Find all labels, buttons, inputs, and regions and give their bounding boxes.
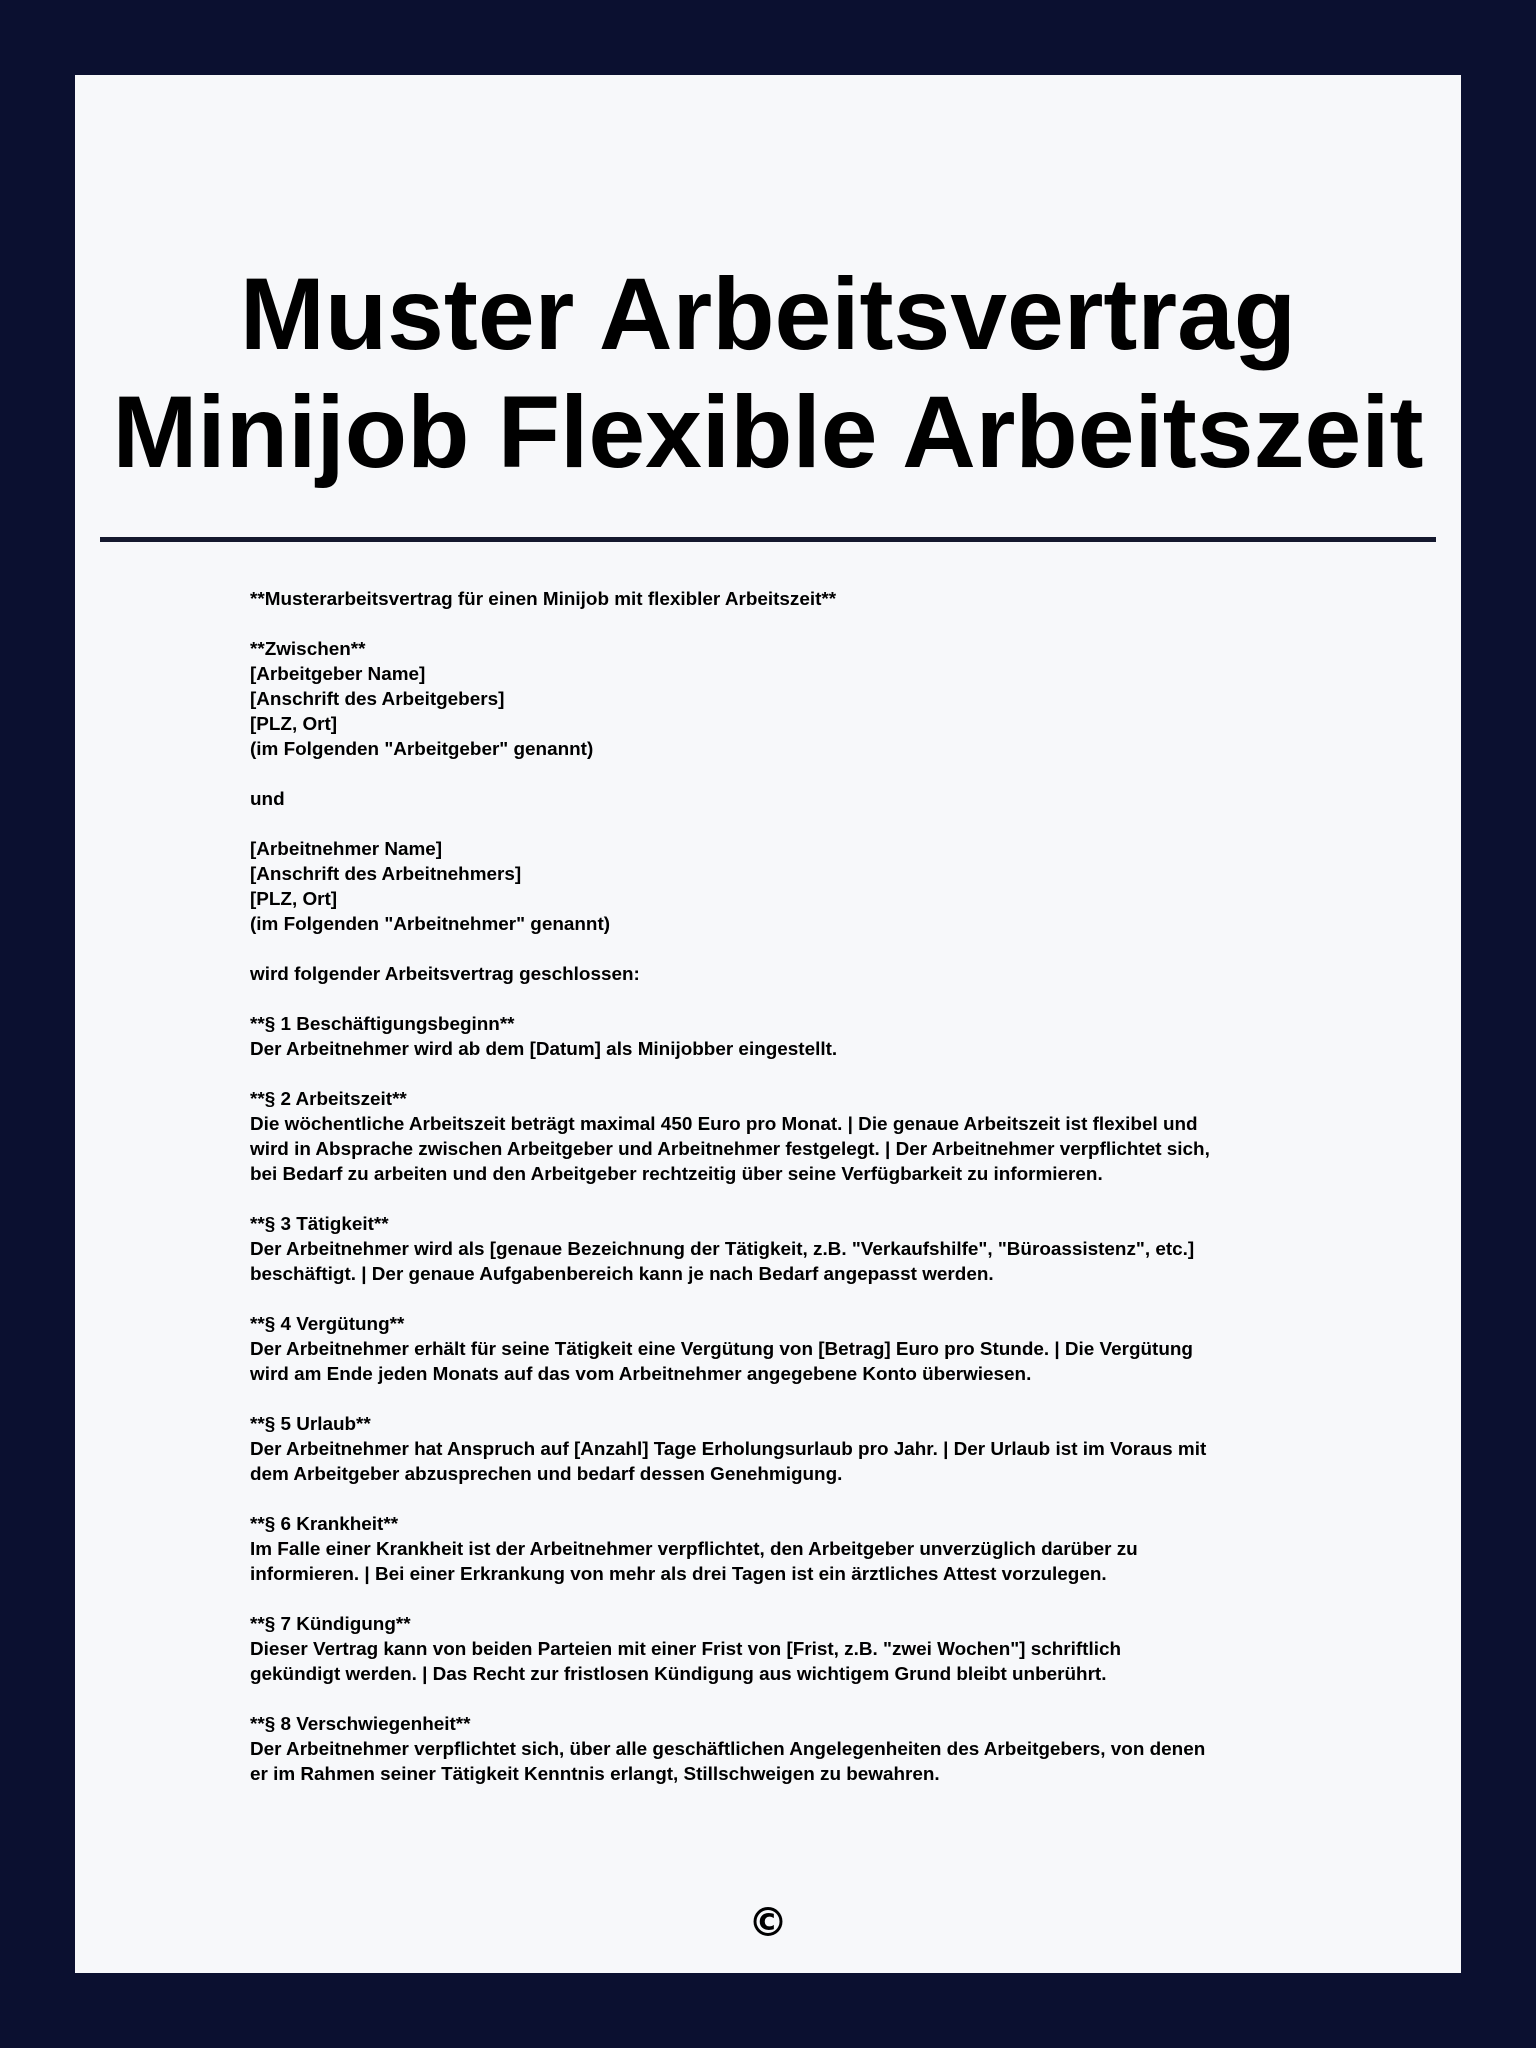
paragraph-first-line: **§ 6 Krankheit** [250, 1514, 399, 1535]
paragraph-line: gekündigt werden. | Das Recht zur fristlosen Kündigung aus wichtigem Grund bleibt unberührt. [250, 1664, 1107, 1685]
contract-paragraph [250, 1412, 1360, 1487]
paragraph-line: [PLZ, Ort] [250, 714, 338, 735]
contract-paragraph [250, 1012, 1360, 1062]
contract-paragraph [250, 787, 1360, 812]
paragraph-line: [Anschrift des Arbeitgebers] [250, 689, 505, 710]
paragraph-first-line: **§ 4 Vergütung** [250, 1314, 405, 1335]
paragraph-line: bei Bedarf zu arbeiten und den Arbeitgeber rechtzeitig über seine Verfügbarkeit zu informieren. [250, 1164, 1103, 1185]
paragraph-first-line: wird folgender Arbeitsvertrag geschlossen: [250, 964, 640, 985]
paragraph-first-line: **Zwischen** [250, 639, 366, 660]
contract-body [250, 587, 1360, 1812]
contract-paragraph [250, 1312, 1360, 1387]
paragraph-line: Im Falle einer Krankheit ist der Arbeitnehmer verpflichtet, den Arbeitgeber unverzüglich darüber zu [250, 1539, 1138, 1560]
paragraph-line: Die wöchentliche Arbeitszeit beträgt maximal 450 Euro pro Monat. | Die genaue Arbeitszeit ist flexibel und [250, 1114, 1198, 1135]
paragraph-line: (im Folgenden "Arbeitnehmer" genannt) [250, 914, 611, 935]
paragraph-first-line: **Musterarbeitsvertrag für einen Minijob mit flexibler Arbeitszeit** [250, 589, 837, 610]
contract-paragraph [250, 962, 1360, 987]
document-title-line-2: Minijob Flexible Arbeitszeit [112, 375, 1424, 489]
paragraph-first-line: und [250, 789, 285, 810]
contract-paragraph [250, 637, 1360, 762]
paragraph-line: (im Folgenden "Arbeitgeber" genannt) [250, 739, 594, 760]
paragraph-line: informieren. | Bei einer Erkrankung von mehr als drei Tagen ist ein ärztliches Attest vorzulegen. [250, 1564, 1107, 1585]
contract-paragraph [250, 837, 1360, 937]
contract-paragraph [250, 1087, 1360, 1187]
paragraph-line: [Arbeitgeber Name] [250, 664, 426, 685]
paragraph-line: beschäftigt. | Der genaue Aufgabenbereich kann je nach Bedarf angepasst werden. [250, 1264, 994, 1285]
paragraph-line: Der Arbeitnehmer verpflichtet sich, über alle geschäftlichen Angelegenheiten des Arbeitgebers, von denen [250, 1739, 1206, 1760]
contract-paragraph [250, 587, 1360, 612]
copyright-symbol: © [748, 1900, 788, 1946]
paragraph-line: Dieser Vertrag kann von beiden Parteien mit einer Frist von [Frist, z.B. "zwei Wochen"] schriftlich [250, 1639, 1121, 1660]
paragraph-line: wird in Absprache zwischen Arbeitgeber und Arbeitnehmer festgelegt. | Der Arbeitnehmer verpflichtet sich, [250, 1139, 1210, 1160]
paragraph-first-line: [Arbeitnehmer Name] [250, 839, 443, 860]
paragraph-first-line: **§ 8 Verschwiegenheit** [250, 1714, 471, 1735]
document-page [75, 75, 1461, 1973]
paragraph-first-line: **§ 2 Arbeitszeit** [250, 1089, 407, 1110]
paragraph-first-line: **§ 1 Beschäftigungsbeginn** [250, 1014, 515, 1035]
contract-paragraph [250, 1212, 1360, 1287]
paragraph-line: dem Arbeitgeber abzusprechen und bedarf dessen Genehmigung. [250, 1464, 843, 1485]
contract-paragraph [250, 1712, 1360, 1787]
contract-paragraph [250, 1512, 1360, 1587]
title-divider [100, 537, 1436, 542]
paragraph-line: er im Rahmen seiner Tätigkeit Kenntnis erlangt, Stillschweigen zu bewahren. [250, 1764, 940, 1785]
paragraph-line: Der Arbeitnehmer hat Anspruch auf [Anzahl] Tage Erholungsurlaub pro Jahr. | Der Urlaub ist im Voraus mit [250, 1439, 1207, 1460]
paragraph-line: [PLZ, Ort] [250, 889, 338, 910]
paragraph-line: [Anschrift des Arbeitnehmers] [250, 864, 522, 885]
paragraph-line: wird am Ende jeden Monats auf das vom Arbeitnehmer angegebene Konto überwiesen. [250, 1364, 1032, 1385]
paragraph-first-line: **§ 3 Tätigkeit** [250, 1214, 389, 1235]
contract-paragraph [250, 1612, 1360, 1687]
paragraph-line: Der Arbeitnehmer wird ab dem [Datum] als Minijobber eingestellt. [250, 1039, 838, 1060]
document-title-line-1: Muster Arbeitsvertrag [239, 257, 1297, 371]
document-title [75, 255, 1461, 491]
paragraph-line: Der Arbeitnehmer wird als [genaue Bezeichnung der Tätigkeit, z.B. "Verkaufshilfe", "Büroassistenz", etc.] [250, 1239, 1195, 1260]
paragraph-first-line: **§ 5 Urlaub** [250, 1414, 371, 1435]
paragraph-line: Der Arbeitnehmer erhält für seine Tätigkeit eine Vergütung von [Betrag] Euro pro Stunde. | Die Vergütung [250, 1339, 1193, 1360]
paragraph-first-line: **§ 7 Kündigung** [250, 1614, 411, 1635]
